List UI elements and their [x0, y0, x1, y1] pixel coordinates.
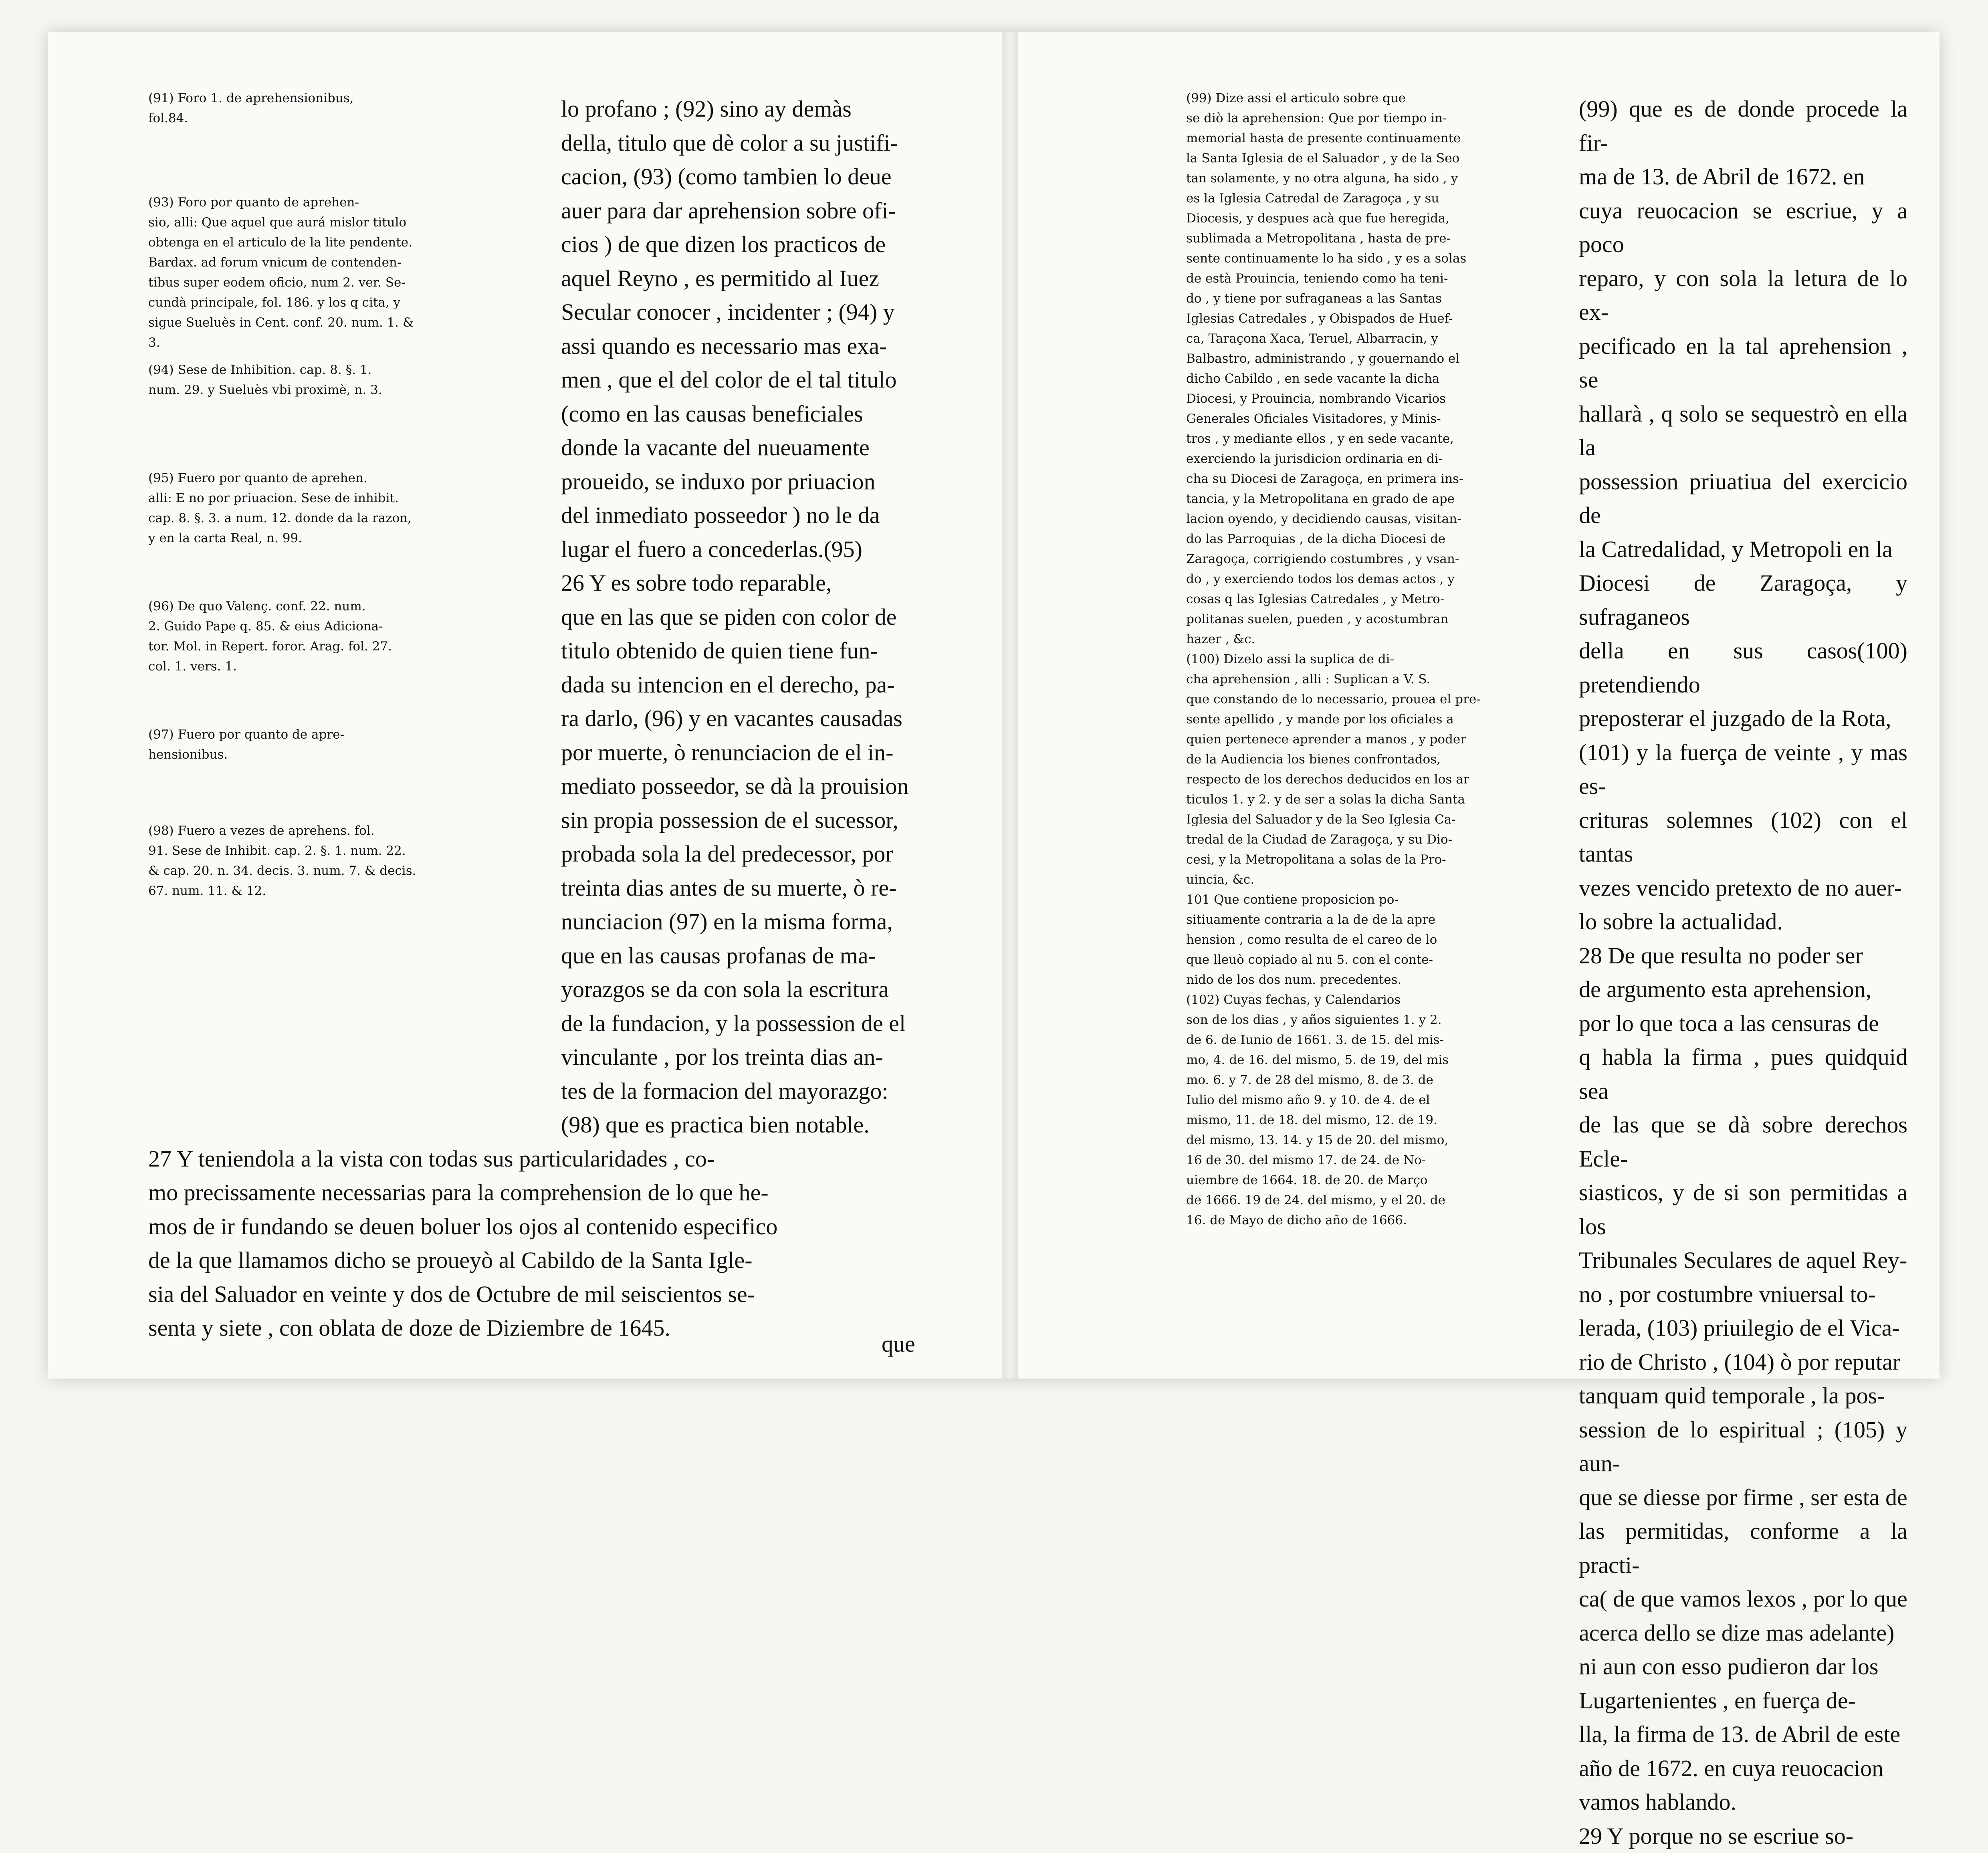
note-94: (94) Sese de Inhibition. cap. 8. §. 1. num. 29. y Sueluès vbi proximè, n. 3.	[148, 360, 553, 400]
book-gutter	[1002, 32, 1018, 1379]
paragraph-27: 27 Y teniendola a la vista con todas sus particularidades , co- mo precissamente necessarias para la comprehension de lo que he- mos de ir fundando se deuen boluer los ojos al contenido especifico de la que llamamos dicho se proueyò al Cabildo de la Santa Igle- sia del Saluador en veinte y dos de Octubre de mil seiscientos se- senta y siete , con oblata de doze de Diziembre de 1645.	[148, 1142, 946, 1345]
paragraph-26: 26 Y es sobre todo reparable, que en las que se piden con color de titulo obtenido de quien tiene fun- dada su intencion en el derecho, pa- ra darlo, (96) y en vacantes causadas por muerte, ò renunciacion de el in- mediato posseedor, se dà la prouision sin propia possession de el sucessor, probada sola la del predecessor, por treinta dias antes de su muerte, ò re- nunciacion (97) en la misma forma, que en las causas profanas de ma- yorazgos se da con sola la escritura de la fundacion, y la possession de el vinculante , por los treinta dias an- tes de la formacion del mayorazgo: (98) que es practica bien notable.	[561, 566, 954, 1142]
left-page	[48, 32, 1002, 1379]
right-page	[1018, 32, 1940, 1379]
left-main-text	[561, 92, 954, 1345]
note-91: (91) Foro 1. de aprehensionibus, fol.84.	[148, 88, 553, 128]
note-95: (95) Fuero por quanto de aprehen. alli: E no por priuacion. Sese de inhibit. cap. 8. §. 3. a num. 12. donde da la razon, y en la carta Real, n. 99.	[148, 468, 553, 548]
note-99: (99) Dize assi el articulo sobre que se diò la aprehension: Que por tiempo in- memorial hasta de presente continuamente la Santa Iglesia de el Saluador , y de la Seo tan solamente, y no otra alguna, ha sido , y es la Iglesia Catredal de Zaragoça , y su Diocesis, y despues acà que fue heregida, sublimada a Metropolitana , hasta de pre- sente continuamente lo ha sido , y es a solas de està Prouincia, teniendo como ha teni- do , y tiene por sufraganeas a las Santas Iglesias Catredales , y Obispados de Huef- ca, Taraçona Xaca, Teruel, Albarracin, y Balbastro, administrando , y gouernando el dicho Cabildo , en sede vacante la dicha Diocesi, y Prouincia, nombrando Vicarios Generales Oficiales Visitadores, y Minis- tros , y mediante ellos , y en sede vacante, exerciendo la jurisdicion ordinaria en di- cha su Diocesi de Zaragoça, en primera ins- tancia, y la Metropolitana en grado de ape lacion oyendo, y decidiendo causas, visitan- do las Parroquias , de la dicha Diocesi de Zaragoça, corrigiendo costumbres , y vsan- do , y exerciendo todos los demas actos , y cosas q las Iglesias Catredales , y Metro- politanas suelen, pueden , y acostumbran hazer , &c.	[1186, 88, 1567, 649]
paragraph-27-cont: (99) que es de donde procede la fir- ma de 13. de Abril de 1672. en cuya reuocacion se escriue, y a poco reparo, y con sola la letura de lo ex- pecificado en la tal aprehension , se hallarà , q solo se sequestrò en ella la possession priuatiua del exercicio de la Catredalidad, y Metropoli en la Diocesi de Zaragoça, y sufraganeos della en sus casos(100) pretendiendo preposterar el juzgado de la Rota, (101) y la fuerça de veinte , y mas es- crituras solemnes (102) con el tantas vezes vencido pretexto de no auer- lo sobre la actualidad.	[1579, 92, 1907, 939]
note-100: (100) Dizelo assi la suplica de di- cha aprehension , alli : Suplican a V. S. que constando de lo necessario, prouea el pre- sente apellido , y mande por los oficiales a quien pertenece aprender a manos , y poder de la Audiencia los bienes confrontados, respecto de los derechos deducidos en los ar ticulos 1. y 2. y de ser a solas la dicha Santa Iglesia del Saluador y de la Seo Iglesia Ca- tredal de la Ciudad de Zaragoça, y su Dio- cesi, y la Metropolitana a solas de la Pro- uincia, &c.	[1186, 649, 1567, 890]
note-93: (93) Foro por quanto de aprehen- sio, alli: Que aquel que aurá mislor titulo obtenga en el articulo de la lite pendente. Bardax. ad forum vnicum de contenden- tibus super eodem oficio, num 2. ver. Se- cundà principale, fol. 186. y los q cita, y sigue Sueluès in Cent. conf. 20. num. 1. & 3.	[148, 192, 553, 353]
note-96: (96) De quo Valenç. conf. 22. num. 2. Guido Pape q. 85. & eius Adiciona- tor. Mol. in Repert. foror. Arag. fol. 27. col. 1. vers. 1.	[148, 596, 553, 676]
catchword: que	[882, 1330, 915, 1357]
left-marginal-notes	[148, 88, 553, 901]
note-101: 101 Que contiene proposicion po- sitiuamente contraria a la de de la apre hension , como resulta de el careo de lo que lleuò copiado al nu 5. con el conte- nido de los dos num. precedentes.	[1186, 890, 1567, 990]
note-97: (97) Fuero por quanto de apre- hensionibus.	[148, 725, 553, 765]
right-main-text	[1579, 92, 1907, 1853]
note-102: (102) Cuyas fechas, y Calendarios son de los dias , y años siguientes 1. y 2. de 6. de Iunio de 1661. 3. de 15. del mis- mo, 4. de 16. del mismo, 5. de 19, del mis mo. 6. y 7. de 28 del mismo, 8. de 3. de Iulio del mismo año 9. y 10. de 4. de el mismo, 11. de 18. del mismo, 12. de 19. del mismo, 13. 14. y 15 de 20. del mismo, 16 de 30. del mismo 17. de 24. de No- uiembre de 1664. 18. de 20. de Março de 1666. 19 de 24. del mismo, y el 20. de 16. de Mayo de dicho año de 1666.	[1186, 990, 1567, 1230]
paragraph-29: 29 Y porque no se escriue so-	[1579, 1819, 1907, 1853]
note-98: (98) Fuero a vezes de aprehens. fol. 91. Sese de Inhibit. cap. 2. §. 1. num. 22. & cap. 20. n. 34. decis. 3. num. 7. & decis. 67. num. 11. & 12.	[148, 821, 553, 901]
paragraph-28: 28 De que resulta no poder ser de argumento esta aprehension, por lo que toca a las censuras de q habla la firma , pues quidquid sea de las que se dà sobre derechos Ecle- siasticos, y de si son permitidas a los Tribunales Seculares de aquel Rey- no , por costumbre vniuersal to- lerada, (103) priuilegio de el Vica- rio de Christo , (104) ò por reputar tanquam quid temporale , la pos- session de lo espiritual ; (105) y aun- que se diesse por firme , ser esta de las permitidas, conforme a la practi- ca( de que vamos lexos , por lo que acerca dello se dize mas adelante) ni aun con esso pudieron dar los Lugartenientes , en fuerça de- lla, la firma de 13. de Abril de este año de 1672. en cuya reuocacion vamos hablando.	[1579, 939, 1907, 1819]
paragraph-25-cont: lo profano ; (92) sino ay demàs della, titulo que dè color a su justifi- cacion, (93) (como tambien lo deue auer para dar aprehension sobre ofi- cios ) de que dizen los practicos de aquel Reyno , es permitido al Iuez Secular conocer , incidenter ; (94) y assi quando es necessario mas exa- men , que el del color de el tal titulo (como en las causas beneficiales donde la vacante del nueuamente proueido, se induxo por priuacion del inmediato posseedor ) no le da lugar el fuero a concederlas.(95)	[561, 92, 954, 566]
book-spread	[48, 32, 1940, 1379]
right-marginal-notes	[1186, 88, 1567, 1230]
